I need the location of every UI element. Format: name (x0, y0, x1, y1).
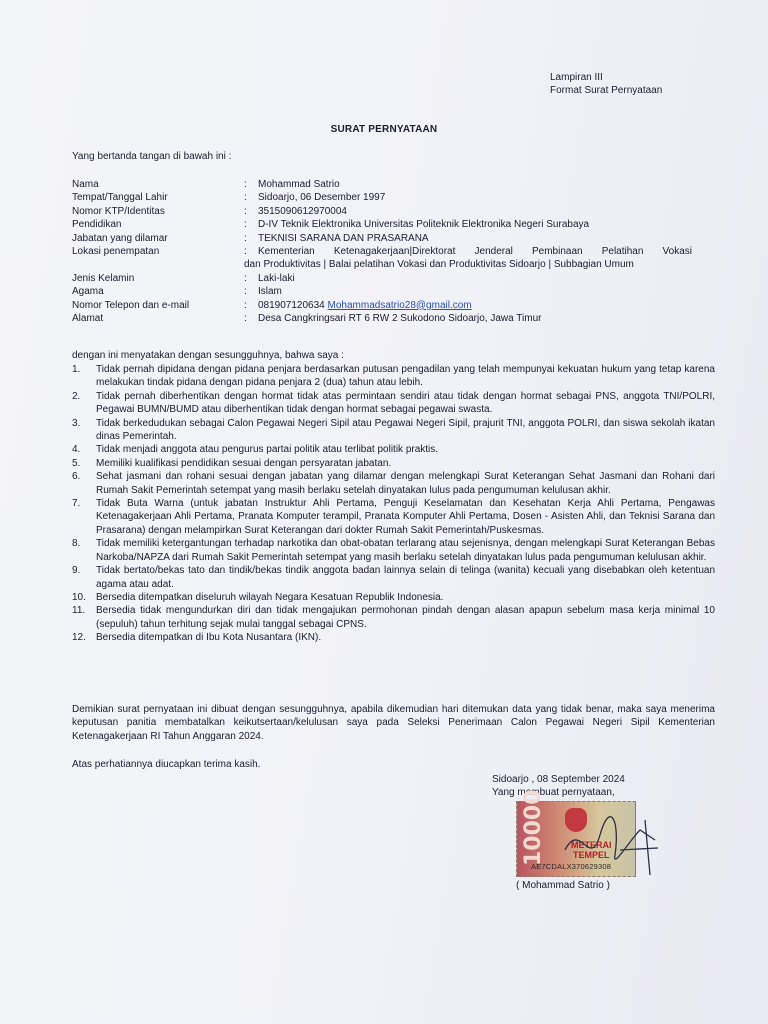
stamp-serial: AE7CDALX370629308 (531, 862, 612, 871)
identity-row-jk (72, 272, 692, 285)
field-value: Kementerian Ketenagakerjaan|Direktorat Jenderal Pembinaan Pelatihan Vokasi (258, 246, 692, 258)
stamp-label-line1: METERAI (571, 840, 612, 850)
field-label: Pendidikan (72, 219, 122, 231)
field-value: 3515090612970004 (258, 205, 347, 217)
statement-number: 9. (72, 565, 81, 577)
statement-number: 2. (72, 390, 81, 402)
field-label: Nomor KTP/Identitas (72, 205, 165, 217)
signature-icon (560, 800, 660, 880)
field-label: Tempat/Tanggal Lahir (72, 192, 168, 204)
field-separator: : (244, 219, 247, 231)
place-date: Sidoarjo , 08 September 2024 (492, 774, 625, 785)
field-separator: : (244, 272, 247, 284)
field-value: Mohammad Satrio (258, 179, 340, 190)
field-value: Islam (258, 286, 282, 298)
attachment-header (550, 71, 662, 97)
field-value: Laki-laki (258, 272, 295, 284)
statement-item (72, 363, 715, 390)
statement-number: 12. (72, 632, 86, 644)
attachment-format: Format Surat Pernyataan (550, 85, 663, 96)
intro-text: Yang bertanda tangan di bawah ini : (72, 151, 232, 162)
field-separator: : (244, 192, 247, 204)
identity-row-agama (72, 285, 692, 298)
field-separator: : (244, 286, 247, 298)
field-label: Alamat (72, 313, 104, 325)
field-value: Sidoarjo, 06 Desember 1997 (258, 192, 386, 204)
statement-item (72, 537, 715, 564)
identity-row-lokasi (72, 245, 692, 272)
identity-row-alamat (72, 312, 692, 325)
identity-row-ktp (72, 205, 692, 218)
statement-number: 11. (72, 605, 86, 617)
statement-item (72, 417, 715, 444)
field-separator: : (244, 246, 247, 258)
statement-item (72, 604, 715, 631)
thanks-text: Atas perhatiannya diucapkan terima kasih. (72, 759, 261, 770)
stamp-label-line2: TEMPEL (572, 850, 610, 860)
statement-text: Tidak bertato/bekas tato dan tindik/bekas tindik anggota badan lainnya selain di telinga (wanita) kecuali yang disebabkan oleh ketentuan agama atau adat. (96, 565, 715, 590)
field-separator: : (244, 232, 247, 244)
field-label: Jabatan yang dilamar (72, 232, 168, 244)
field-separator: : (244, 313, 247, 325)
attachment-number: Lampiran III (550, 72, 603, 83)
statement-number: 10. (72, 591, 86, 603)
phone-number: 081907120634 (258, 299, 325, 311)
field-separator: : (244, 179, 247, 190)
field-label: Nomor Telepon dan e-mail (72, 299, 190, 311)
statement-text: Tidak Buta Warna (untuk jabatan Instruktur Ahli Pertama, Penguji Keselamatan dan Kesehatan Kerja Ahli Pertama, Pengawas Ketenagakerjaan Ahli Pertama, Pranata Komputer terampil, Pranata Komputer Ahli Pertama, Dosen - Asisten Ahli, dan Teknisi Sarana dan Prasarana) dengan melampirkan Surat Keterangan dari dokter Rumah Sakit Pemerintah/Puskesmas. (96, 498, 715, 536)
statement-intro: dengan ini menyatakan dengan sesungguhnya, bahwa saya : (72, 350, 344, 361)
signoff-block (492, 773, 625, 800)
statement-text: Tidak menjadi anggota atau pengurus partai politik atau terlibat politik praktis. (96, 444, 439, 456)
statement-item (72, 443, 715, 456)
field-label: Lokasi penempatan (72, 246, 160, 258)
stamp-value: 10000 (521, 789, 546, 866)
statement-text: Tidak pernah dipidana dengan pidana penjara berdasarkan putusan pengadilan yang telah mempunyai kekuatan hukum yang tetap karena melakukan tindak pidana dengan pidana penjara 2 (dua) tahun atau lebih. (96, 364, 715, 389)
identity-row-nama (72, 178, 692, 191)
statement-item (72, 564, 715, 591)
document-title: SURAT PERNYATAAN (330, 124, 438, 135)
field-value-continued: dan Produktivitas | Balai pelatihan Vokasi dan Produktivitas Sidoarjo | Subbagian Umum (244, 259, 634, 271)
field-value: Desa Cangkringsari RT 6 RW 2 Sukodono Sidoarjo, Jawa Timur (258, 313, 542, 325)
statement-number: 8. (72, 538, 81, 550)
email-link[interactable]: Mohammadsatrio28@gmail.com (327, 299, 472, 311)
field-label: Jenis Kelamin (72, 272, 135, 284)
statement-text: Bersedia ditempatkan diseluruh wilayah Negara Kesatuan Republik Indonesia. (96, 591, 444, 603)
statement-item (72, 457, 715, 470)
field-separator: : (244, 299, 247, 311)
identity-row-ttl (72, 191, 692, 204)
field-label: Agama (72, 286, 104, 298)
statement-number: 6. (72, 471, 81, 483)
statement-item (72, 470, 715, 497)
identity-block (72, 178, 692, 325)
statement-text: Memiliki kualifikasi pendidikan sesuai dengan persyaratan jabatan. (96, 457, 392, 469)
field-value: D-IV Teknik Elektronika Universitas Politeknik Elektronika Negeri Surabaya (258, 219, 590, 231)
statement-item (72, 390, 715, 417)
statement-number: 5. (72, 457, 81, 469)
field-separator: : (244, 205, 247, 217)
statement-text: Bersedia tidak mengundurkan diri dan tidak mengajukan permohonan pindah dengan alasan apapun sebelum masa kerja minimal 10 (sepuluh) tahun terhitung sejak mulai tanggal sebagai CPNS. (96, 605, 715, 630)
identity-row-jabatan (72, 232, 692, 245)
statement-item (72, 631, 715, 644)
maker-label: Yang membuat pernyataan, (492, 787, 615, 799)
statement-text: Bersedia ditempatkan di Ibu Kota Nusantara (IKN). (96, 632, 322, 644)
field-label: Nama (72, 179, 99, 190)
statement-list (72, 363, 715, 645)
identity-row-telepon (72, 299, 692, 312)
signer-name: ( Mohammad Satrio ) (516, 880, 610, 891)
identity-row-pendidikan (72, 218, 692, 231)
field-value: TEKNISI SARANA DAN PRASARANA (258, 232, 429, 244)
statement-number: 3. (72, 417, 81, 429)
statement-item (72, 591, 715, 604)
statement-number: 7. (72, 498, 81, 510)
field-value (258, 299, 692, 312)
statement-item (72, 497, 715, 537)
statement-text: Tidak berkedudukan sebagai Calon Pegawai Negeri Sipil atau Pegawai Negeri Sipil, prajurit TNI, anggota POLRI, dan siswa sekolah ikatan dinas Pemerintah. (96, 417, 715, 443)
closing-paragraph: Demikian surat pernyataan ini dibuat dengan sesungguhnya, apabila dikemudian hari ditemukan data yang tidak benar, maka saya menerima keputusan panitia membatalkan keikutsertaan/kelulusan saya pada Seleksi Penerimaan Calon Pegawai Negeri Sipil Kementerian Ketenagakerjaan RI Tahun Anggaran 2024. (72, 704, 715, 742)
statement-number: 1. (72, 364, 81, 375)
statement-text: Sehat jasmani dan rohani sesuai dengan jabatan yang dilamar dengan melengkapi Surat Keterangan Sehat Jasmani dan Rohani dari Rumah Sakit Pemerintah setempat yang masih berlaku setelah dinyatakan lulus pada pengumuman kelulusan akhir. (96, 471, 715, 496)
statement-number: 4. (72, 444, 81, 456)
statement-text: Tidak memiliki ketergantungan terhadap narkotika dan obat-obatan terlarang atau sejenisnya, dengan melengkapi Surat Keterangan Bebas Narkoba/NAPZA dari Rumah Sakit Pemerintah setempat yang masih berlaku setelah dinyatakan lulus pada pengumuman kelulusan akhir. (96, 538, 715, 563)
statement-text: Tidak pernah diberhentikan dengan hormat tidak atas permintaan sendiri atau tidak dengan hormat sebagai PNS, anggota TNI/POLRI, Pegawai BUMN/BUMD atau diberhentikan tidak dengan hormat sebagai pegawai swasta. (96, 390, 715, 416)
